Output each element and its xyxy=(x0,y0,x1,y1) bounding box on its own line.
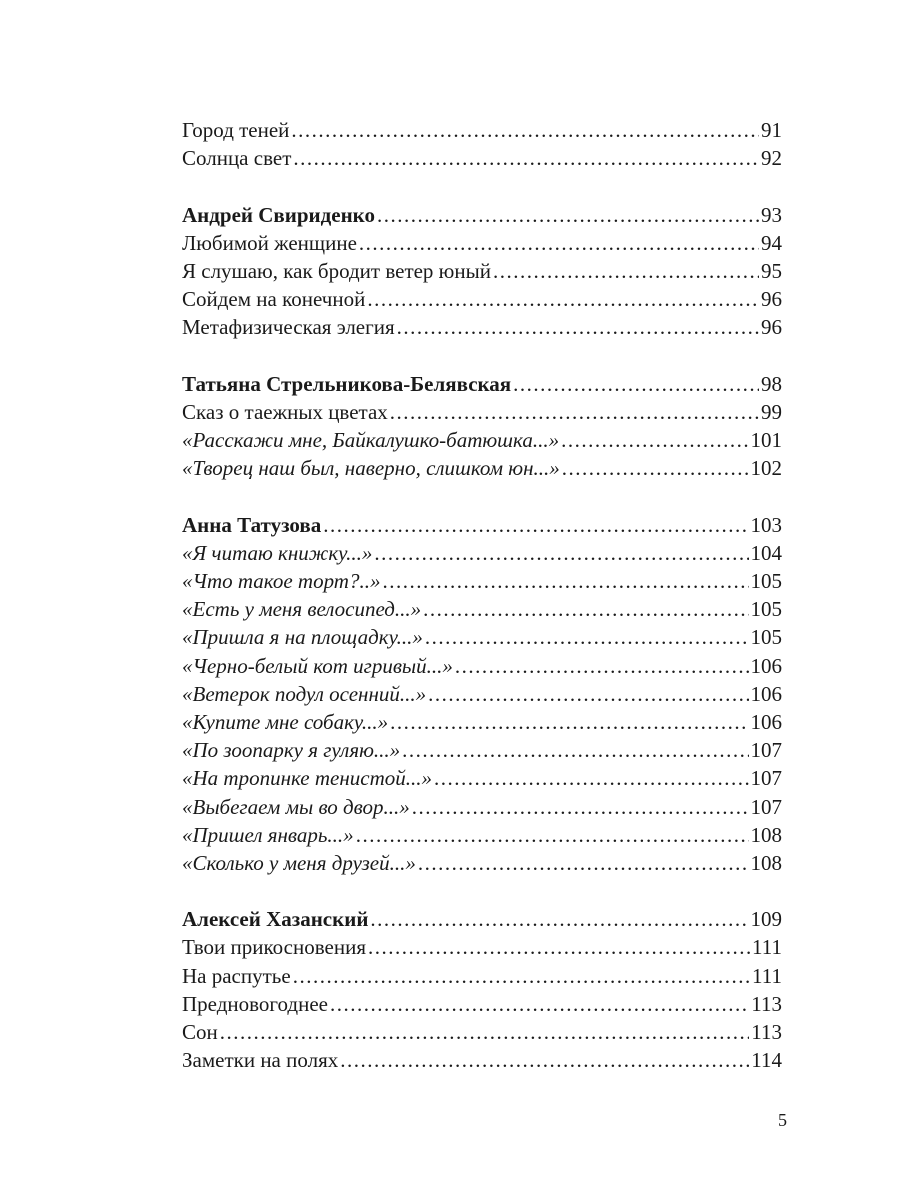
dot-leader xyxy=(367,285,759,313)
entry-page: 109 xyxy=(750,907,782,932)
dot-leader xyxy=(390,398,759,426)
entry-page: 91 xyxy=(761,118,782,142)
toc-entry xyxy=(182,708,782,736)
author-name: Андрей Свириденко xyxy=(182,202,375,227)
entry-page: 105 xyxy=(750,597,782,622)
dot-leader xyxy=(455,652,749,680)
entry-page: 111 xyxy=(752,963,782,988)
dot-leader xyxy=(330,990,749,1018)
dot-leader xyxy=(368,933,750,961)
dot-leader xyxy=(425,623,749,651)
toc-entry xyxy=(182,793,782,821)
toc-author-entry xyxy=(182,201,782,229)
entry-title: «Творец наш был, наверно, слишком юн...» xyxy=(182,456,560,481)
dot-leader xyxy=(220,1018,750,1046)
dot-leader xyxy=(323,511,748,539)
entry-page: 108 xyxy=(750,850,782,875)
entry-page: 108 xyxy=(750,822,782,847)
toc-entry xyxy=(182,1046,782,1074)
entry-title: «Ветерок подул осенний...» xyxy=(182,681,427,706)
dot-leader xyxy=(561,426,748,454)
entry-title: «Расскажи мне, Байкалушко-батюшка...» xyxy=(182,428,560,453)
toc-entry xyxy=(182,144,782,172)
dot-leader xyxy=(402,736,748,764)
dot-leader xyxy=(382,567,748,595)
toc-entry xyxy=(182,680,782,708)
dot-leader xyxy=(390,708,748,736)
entry-page: 114 xyxy=(751,1048,782,1073)
toc-entry xyxy=(182,398,782,426)
toc-entry xyxy=(182,933,782,961)
dot-leader xyxy=(374,539,748,567)
entry-page: 94 xyxy=(761,230,782,255)
dot-leader xyxy=(356,821,749,849)
entry-page: 103 xyxy=(750,512,782,537)
entry-page: 104 xyxy=(750,540,782,565)
section-gap xyxy=(182,172,782,200)
toc-entry xyxy=(182,736,782,764)
entry-title: На распутье xyxy=(182,963,291,988)
toc-author-entry xyxy=(182,511,782,539)
toc-entry xyxy=(182,229,782,257)
toc-group xyxy=(182,116,782,172)
toc-entry xyxy=(182,990,782,1018)
toc-entry xyxy=(182,116,782,144)
toc-group xyxy=(182,905,782,1074)
entry-page: 101 xyxy=(750,428,782,453)
author-name: Алексей Хазанский xyxy=(182,907,369,932)
dot-leader xyxy=(513,370,759,398)
dot-leader xyxy=(359,229,759,257)
entry-title: «Что такое торт?..» xyxy=(182,569,381,593)
toc-entry xyxy=(182,454,782,482)
dot-leader xyxy=(340,1046,749,1074)
author-name: Татьяна Стрельникова-Белявская xyxy=(182,371,512,396)
entry-title: «Сколько у меня друзей...» xyxy=(182,850,416,875)
toc-entry xyxy=(182,539,782,567)
entry-page: 105 xyxy=(750,625,782,650)
dot-leader xyxy=(423,595,748,623)
section-gap xyxy=(182,482,782,510)
dot-leader xyxy=(418,849,749,877)
toc-entry xyxy=(182,313,782,341)
entry-page: 105 xyxy=(750,569,782,593)
author-name: Анна Татузова xyxy=(182,512,322,537)
entry-title: «Пришел январь...» xyxy=(182,822,354,847)
page-number: 5 xyxy=(778,1110,787,1130)
toc-author-entry xyxy=(182,905,782,933)
entry-page: 96 xyxy=(761,287,782,312)
toc-entry xyxy=(182,567,782,595)
section-gap xyxy=(182,877,782,905)
entry-title: «Пришла я на площадку...» xyxy=(182,625,423,650)
entry-page: 113 xyxy=(751,1020,782,1044)
entry-page: 107 xyxy=(750,738,782,763)
dot-leader xyxy=(428,680,748,708)
entry-page: 106 xyxy=(750,681,782,706)
dot-leader xyxy=(370,905,748,933)
dot-leader xyxy=(291,116,759,144)
dot-leader xyxy=(293,962,750,990)
entry-page: 106 xyxy=(750,709,782,734)
entry-page: 113 xyxy=(751,991,782,1016)
entry-title: «Я читаю книжку...» xyxy=(182,540,373,565)
entry-title: «На тропинке тенистой...» xyxy=(182,766,433,791)
toc-entry xyxy=(182,426,782,454)
entry-page: 107 xyxy=(750,766,782,791)
toc-group xyxy=(182,511,782,877)
entry-page: 102 xyxy=(750,456,782,481)
entry-title: «Черно-белый кот игривый...» xyxy=(182,653,453,678)
entry-title: Сон xyxy=(182,1020,218,1044)
dot-leader xyxy=(493,257,759,285)
dot-leader xyxy=(562,454,749,482)
entry-page: 98 xyxy=(761,371,782,396)
toc-entry xyxy=(182,595,782,623)
entry-title: Сойдем на конечной xyxy=(182,287,366,312)
entry-page: 106 xyxy=(750,653,782,678)
entry-title: Сказ о таежных цветах xyxy=(182,399,388,424)
entry-page: 96 xyxy=(761,315,782,340)
entry-page: 92 xyxy=(761,146,782,171)
dot-leader xyxy=(412,793,749,821)
entry-page: 99 xyxy=(761,399,782,424)
entry-title: Любимой женщине xyxy=(182,230,357,255)
dot-leader xyxy=(377,201,759,229)
dot-leader xyxy=(293,144,759,172)
toc-entry xyxy=(182,257,782,285)
entry-title: Твои прикосновения xyxy=(182,935,366,960)
entry-page: 93 xyxy=(761,202,782,227)
toc-author-entry xyxy=(182,370,782,398)
entry-title: «Есть у меня велосипед...» xyxy=(182,597,422,622)
entry-title: Предновогоднее xyxy=(182,991,328,1016)
toc-group xyxy=(182,201,782,342)
entry-title: Солнца свет xyxy=(182,146,292,171)
entry-page: 95 xyxy=(761,258,782,283)
entry-title: «Выбегаем мы во двор...» xyxy=(182,794,410,819)
toc-entry xyxy=(182,849,782,877)
dot-leader xyxy=(397,313,759,341)
toc-entry xyxy=(182,962,782,990)
toc-entry xyxy=(182,623,782,651)
dot-leader xyxy=(434,764,748,792)
toc-group xyxy=(182,370,782,483)
entry-title: «Купите мне собаку...» xyxy=(182,709,389,734)
entry-title: «По зоопарку я гуляю...» xyxy=(182,738,401,763)
entry-title: Город теней xyxy=(182,118,290,142)
section-gap xyxy=(182,342,782,370)
entry-title: Метафизическая элегия xyxy=(182,315,395,340)
toc-entry xyxy=(182,764,782,792)
entry-title: Я слушаю, как бродит ветер юный xyxy=(182,258,491,283)
toc-entry xyxy=(182,285,782,313)
toc-entry xyxy=(182,652,782,680)
toc-entry xyxy=(182,821,782,849)
entry-page: 111 xyxy=(752,935,782,960)
entry-page: 107 xyxy=(750,794,782,819)
table-of-contents xyxy=(182,116,782,1074)
toc-entry xyxy=(182,1018,782,1046)
entry-title: Заметки на полях xyxy=(182,1048,339,1073)
